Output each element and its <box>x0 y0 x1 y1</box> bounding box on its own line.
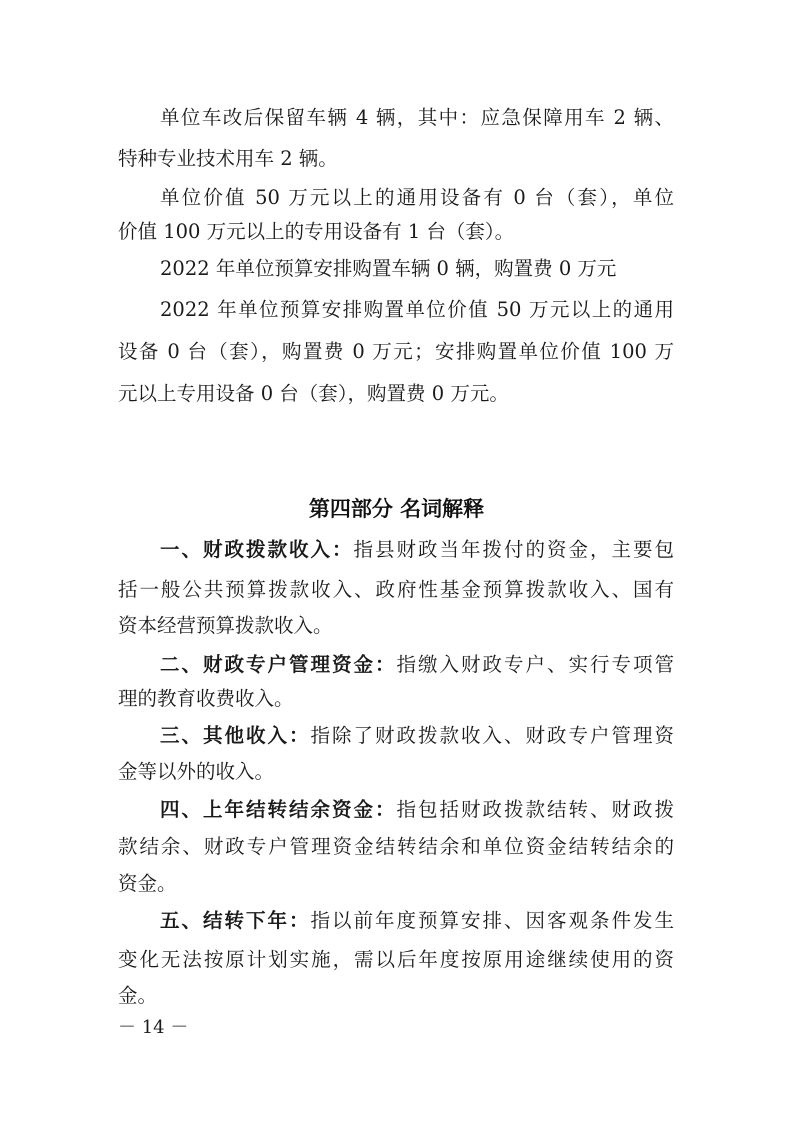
definition-term: 五、结转下年： <box>160 909 311 932</box>
definition-line <box>160 536 674 564</box>
definition-term: 一、财政拨款收入： <box>160 538 354 561</box>
paragraph-line: 2022 年单位预算安排购置单位价值 50 万元以上的通用 <box>160 298 674 321</box>
definition-line: 款结余、财政专户管理资金结转结余和单位资金结转结余的 <box>118 835 674 858</box>
definition-term: 三、其他收入： <box>160 724 311 747</box>
paragraph-line: 单位价值 50 万元以上的通用设备有 0 台（套），单位 <box>160 186 674 209</box>
definition-line <box>160 722 674 750</box>
definition-text: 指县财政当年拨付的资金，主要包 <box>353 538 674 561</box>
page-number: － 14 － <box>118 1017 189 1038</box>
definition-text: 指以前年度预算安排、因客观条件发生 <box>310 909 674 932</box>
definition-line: 括一般公共预算拨款收入、政府性基金预算拨款收入、国有 <box>118 578 674 601</box>
definition-line: 金。 <box>118 984 158 1007</box>
definition-line: 金等以外的收入。 <box>118 760 275 783</box>
definition-line <box>160 651 674 679</box>
definition-line: 理的教育收费收入。 <box>118 687 294 710</box>
definition-text: 指包括财政拨款结转、财政拨 <box>396 798 674 821</box>
paragraph-line: 价值 100 万元以上的专用设备有 1 台（套）。 <box>118 220 515 243</box>
paragraph-line: 设备 0 台（套），购置费 0 万元；安排购置单位价值 100 万 <box>118 340 674 363</box>
definition-text: 指缴入财政专户、实行专项管 <box>396 653 674 676</box>
definition-term: 二、财政专户管理资金： <box>160 653 397 676</box>
definition-term: 四、上年结转结余资金： <box>160 798 397 821</box>
definition-line: 资金。 <box>118 872 177 895</box>
definition-line: 资本经营预算拨款收入。 <box>118 614 333 637</box>
section-heading: 第四部分 名词解释 <box>308 497 485 521</box>
definition-line: 变化无法按原计划实施，需以后年度按原用途继续使用的资 <box>118 948 674 971</box>
definition-line <box>160 796 674 824</box>
definition-line <box>160 907 674 935</box>
paragraph-line: 2022 年单位预算安排购置车辆 0 辆，购置费 0 万元 <box>160 257 617 280</box>
paragraph-line: 元以上专用设备 0 台（套），购置费 0 万元。 <box>118 382 509 405</box>
paragraph-line: 单位车改后保留车辆 4 辆，其中：应急保障用车 2 辆、 <box>160 106 674 129</box>
paragraph-line: 特种专业技术用车 2 辆。 <box>118 147 338 170</box>
definition-text: 指除了财政拨款收入、财政专户管理资 <box>310 724 674 747</box>
